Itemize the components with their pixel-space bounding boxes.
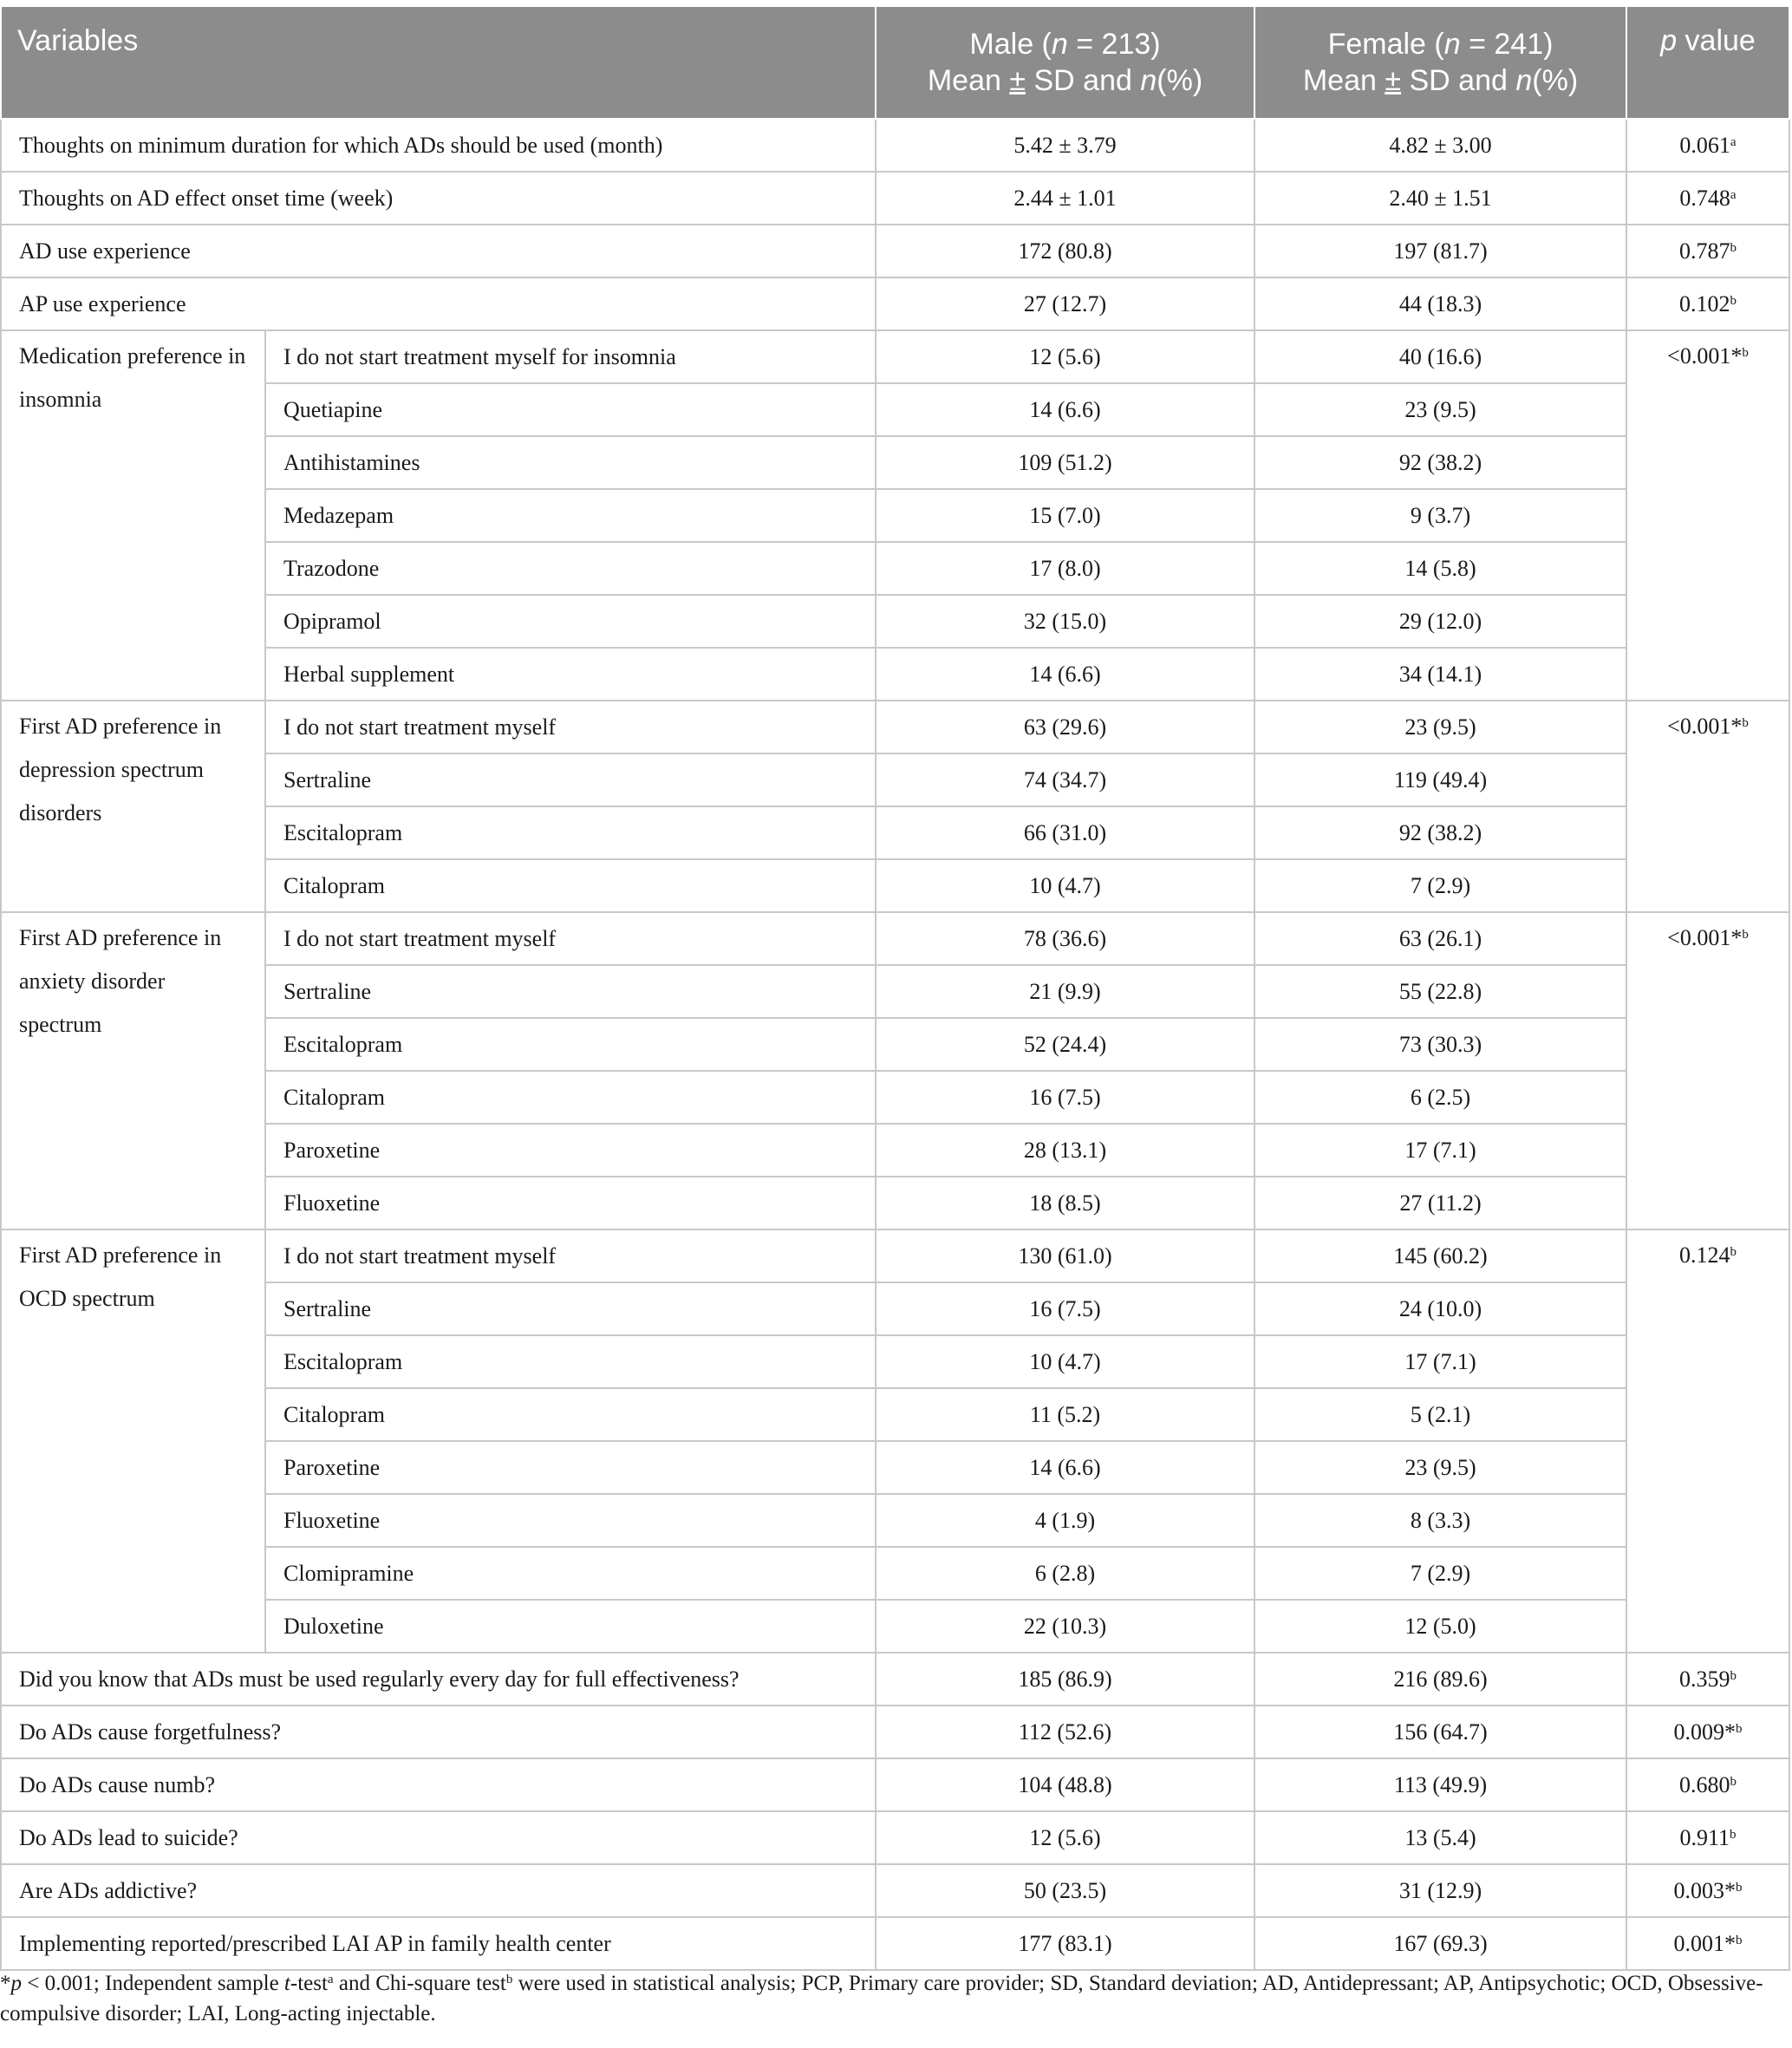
female-value: 2.40 ± 1.51 — [1254, 172, 1626, 225]
table-row — [1, 1600, 1789, 1653]
p-value-text: 0.748 — [1679, 185, 1730, 211]
item-label: Duloxetine — [265, 1600, 876, 1653]
group-label: First AD preference in OCD spectrum — [1, 1229, 265, 1653]
p-value — [1626, 1811, 1789, 1864]
table-row — [1, 648, 1789, 701]
female-value: 23 (9.5) — [1254, 383, 1626, 436]
male-value: 130 (61.0) — [876, 1229, 1254, 1282]
table-row — [1, 1811, 1789, 1864]
table-row — [1, 119, 1789, 172]
table-row — [1, 1706, 1789, 1758]
male-value: 63 (29.6) — [876, 701, 1254, 753]
male-value: 50 (23.5) — [876, 1864, 1254, 1917]
p-value-sup: b — [1730, 293, 1737, 308]
female-value: 34 (14.1) — [1254, 648, 1626, 701]
footnote-sup-a: a — [327, 1973, 334, 1986]
female-value: 7 (2.9) — [1254, 1547, 1626, 1600]
item-label: Medazepam — [265, 489, 876, 542]
item-label: Antihistamines — [265, 436, 876, 489]
male-value: 22 (10.3) — [876, 1600, 1254, 1653]
header-female-count: = 241) — [1460, 28, 1554, 61]
p-value — [1626, 1864, 1789, 1917]
table-row — [1, 1335, 1789, 1388]
p-value-text: 0.009* — [1673, 1719, 1737, 1745]
header-female-prefix: Female ( — [1327, 28, 1444, 61]
p-value-sup: b — [1730, 1774, 1737, 1789]
female-value: 17 (7.1) — [1254, 1124, 1626, 1177]
p-value-sup: b — [1742, 928, 1749, 942]
p-value — [1626, 225, 1789, 277]
table-row — [1, 436, 1789, 489]
table-row — [1, 1388, 1789, 1441]
row-label: Are ADs addictive? — [1, 1864, 876, 1917]
table-row — [1, 383, 1789, 436]
item-label: Fluoxetine — [265, 1494, 876, 1547]
table-row — [1, 1282, 1789, 1335]
item-label: Opipramol — [265, 595, 876, 648]
male-value: 14 (6.6) — [876, 1441, 1254, 1494]
table-row — [1, 172, 1789, 225]
item-label: Sertraline — [265, 1282, 876, 1335]
male-value: 6 (2.8) — [876, 1547, 1254, 1600]
footnote-part1: < 0.001; Independent sample — [22, 1972, 284, 1995]
female-value: 8 (3.3) — [1254, 1494, 1626, 1547]
female-value: 31 (12.9) — [1254, 1864, 1626, 1917]
header-p-letter: p — [1660, 24, 1678, 57]
male-value: 17 (8.0) — [876, 542, 1254, 595]
male-value: 28 (13.1) — [876, 1124, 1254, 1177]
female-value: 92 (38.2) — [1254, 806, 1626, 859]
female-value: 197 (81.7) — [1254, 225, 1626, 277]
table-footnote — [0, 1968, 1786, 2029]
header-female-line1 — [1328, 28, 1554, 61]
footnote-part3: and Chi-square test — [333, 1972, 506, 1995]
p-value-text: <0.001* — [1667, 925, 1743, 950]
item-label: Escitalopram — [265, 806, 876, 859]
male-value: 78 (36.6) — [876, 912, 1254, 965]
table-row — [1, 489, 1789, 542]
male-value: 5.42 ± 3.79 — [876, 119, 1254, 172]
table-row — [1, 1917, 1789, 1970]
item-label: Herbal supplement — [265, 648, 876, 701]
header-male-mean: Mean — [927, 64, 1010, 97]
p-value-text: 0.061 — [1679, 132, 1730, 158]
group-p-value — [1626, 330, 1789, 701]
group-label: Medication preference in insomnia — [1, 330, 265, 701]
item-label: Paroxetine — [265, 1441, 876, 1494]
female-value: 9 (3.7) — [1254, 489, 1626, 542]
p-value-text: 0.124 — [1679, 1242, 1730, 1268]
group-p-value — [1626, 912, 1789, 1229]
female-value: 119 (49.4) — [1254, 753, 1626, 806]
item-label: Sertraline — [265, 753, 876, 806]
row-label: Thoughts on minimum duration for which ADs should be used (month) — [1, 119, 876, 172]
p-value-text: <0.001* — [1667, 343, 1743, 369]
female-value: 7 (2.9) — [1254, 859, 1626, 912]
table-row — [1, 965, 1789, 1018]
item-label: Citalopram — [265, 1388, 876, 1441]
header-female-n2: n — [1515, 64, 1533, 97]
row-label: AP use experience — [1, 277, 876, 330]
female-value: 24 (10.0) — [1254, 1282, 1626, 1335]
female-value: 12 (5.0) — [1254, 1600, 1626, 1653]
female-value: 17 (7.1) — [1254, 1335, 1626, 1388]
table-row — [1, 542, 1789, 595]
item-label: Fluoxetine — [265, 1177, 876, 1229]
female-value: 167 (69.3) — [1254, 1917, 1626, 1970]
header-male-pct: (%) — [1157, 64, 1203, 97]
table-row — [1, 277, 1789, 330]
header-variables-label: Variables — [17, 24, 139, 57]
table-row — [1, 1177, 1789, 1229]
female-value: 92 (38.2) — [1254, 436, 1626, 489]
male-value: 16 (7.5) — [876, 1282, 1254, 1335]
female-value: 23 (9.5) — [1254, 701, 1626, 753]
p-value-text: 0.001* — [1673, 1930, 1737, 1956]
female-value: 113 (49.9) — [1254, 1758, 1626, 1811]
header-male-prefix: Male ( — [969, 28, 1052, 61]
female-value: 156 (64.7) — [1254, 1706, 1626, 1758]
group-label: First AD preference in depression spectrum disorders — [1, 701, 265, 912]
results-table — [0, 7, 1790, 1971]
male-value: 21 (9.9) — [876, 965, 1254, 1018]
table-row — [1, 701, 1789, 753]
row-label: Implementing reported/prescribed LAI AP in family health center — [1, 1917, 876, 1970]
female-value: 5 (2.1) — [1254, 1388, 1626, 1441]
item-label: I do not start treatment myself — [265, 1229, 876, 1282]
table-row — [1, 1864, 1789, 1917]
male-value: 12 (5.6) — [876, 330, 1254, 383]
p-value-sup: a — [1730, 187, 1737, 202]
row-label: AD use experience — [1, 225, 876, 277]
item-label: Paroxetine — [265, 1124, 876, 1177]
table-row — [1, 1547, 1789, 1600]
table-row — [1, 1018, 1789, 1071]
female-value: 27 (11.2) — [1254, 1177, 1626, 1229]
row-label: Do ADs cause forgetfulness? — [1, 1706, 876, 1758]
male-value: 16 (7.5) — [876, 1071, 1254, 1124]
p-value-sup: b — [1730, 1245, 1737, 1259]
male-value: 52 (24.4) — [876, 1018, 1254, 1071]
group-p-value — [1626, 701, 1789, 912]
footnote-part4: were used in statistical analysis; PCP, Primary care provider; SD, Standard deviation; AD, Antidepressant; AP, Antipsychotic; OCD, Obsessive-compulsive disorder; LAI, Long-acting injectable. — [0, 1972, 1763, 2025]
header-p-rest: value — [1677, 24, 1756, 57]
grouped-rows — [1, 330, 1789, 1653]
female-value: 216 (89.6) — [1254, 1653, 1626, 1706]
header-female — [1254, 7, 1626, 119]
header-variables — [1, 7, 876, 119]
group-label: First AD preference in anxiety disorder spectrum — [1, 912, 265, 1229]
p-value — [1626, 172, 1789, 225]
item-label: Citalopram — [265, 859, 876, 912]
female-value: 13 (5.4) — [1254, 1811, 1626, 1864]
male-value: 27 (12.7) — [876, 277, 1254, 330]
male-value: 109 (51.2) — [876, 436, 1254, 489]
table-body — [1, 119, 1789, 330]
p-value-sup: b — [1730, 1827, 1737, 1842]
table-row — [1, 1653, 1789, 1706]
table-row — [1, 806, 1789, 859]
female-value: 145 (60.2) — [1254, 1229, 1626, 1282]
p-value-text: 0.680 — [1679, 1771, 1730, 1797]
table-row — [1, 1071, 1789, 1124]
male-value: 11 (5.2) — [876, 1388, 1254, 1441]
male-value: 185 (86.9) — [876, 1653, 1254, 1706]
female-value: 23 (9.5) — [1254, 1441, 1626, 1494]
item-label: I do not start treatment myself for insomnia — [265, 330, 876, 383]
male-value: 14 (6.6) — [876, 648, 1254, 701]
table-row — [1, 1229, 1789, 1282]
p-value-sup: b — [1736, 1880, 1743, 1895]
row-label: Thoughts on AD effect onset time (week) — [1, 172, 876, 225]
p-value-text: 0.003* — [1673, 1877, 1737, 1903]
header-male-count: = 213) — [1067, 28, 1161, 61]
footnote-star: * — [0, 1972, 11, 1995]
female-value: 6 (2.5) — [1254, 1071, 1626, 1124]
table-row — [1, 753, 1789, 806]
male-value: 66 (31.0) — [876, 806, 1254, 859]
female-value: 63 (26.1) — [1254, 912, 1626, 965]
p-value-sup: b — [1742, 716, 1749, 730]
header-female-mean: Mean — [1302, 64, 1385, 97]
header-female-line2 — [1303, 64, 1578, 97]
footnote-t: t — [283, 1972, 290, 1995]
header-p-value — [1626, 7, 1789, 119]
male-value: 14 (6.6) — [876, 383, 1254, 436]
female-value: 55 (22.8) — [1254, 965, 1626, 1018]
p-value-text: 0.359 — [1679, 1666, 1730, 1692]
item-label: Escitalopram — [265, 1335, 876, 1388]
male-value: 15 (7.0) — [876, 489, 1254, 542]
male-value: 74 (34.7) — [876, 753, 1254, 806]
female-value: 4.82 ± 3.00 — [1254, 119, 1626, 172]
female-value: 29 (12.0) — [1254, 595, 1626, 648]
male-value: 2.44 ± 1.01 — [876, 172, 1254, 225]
row-label: Did you know that ADs must be used regularly every day for full effectiveness? — [1, 1653, 876, 1706]
male-value: 104 (48.8) — [876, 1758, 1254, 1811]
footnote-part2: -test — [290, 1972, 328, 1995]
header-female-n: n — [1443, 28, 1461, 61]
trailing-rows — [1, 1653, 1789, 1970]
female-value: 40 (16.6) — [1254, 330, 1626, 383]
row-label: Do ADs lead to suicide? — [1, 1811, 876, 1864]
male-value: 4 (1.9) — [876, 1494, 1254, 1547]
table-row — [1, 1124, 1789, 1177]
male-value: 10 (4.7) — [876, 1335, 1254, 1388]
p-value — [1626, 277, 1789, 330]
male-value: 32 (15.0) — [876, 595, 1254, 648]
male-value: 12 (5.6) — [876, 1811, 1254, 1864]
table-row — [1, 225, 1789, 277]
p-value-sup: b — [1736, 1721, 1743, 1736]
male-value: 172 (80.8) — [876, 225, 1254, 277]
p-value-text: 0.787 — [1679, 238, 1730, 264]
male-value: 177 (83.1) — [876, 1917, 1254, 1970]
item-label: Trazodone — [265, 542, 876, 595]
p-value-text: 0.911 — [1679, 1824, 1730, 1850]
p-value — [1626, 1706, 1789, 1758]
item-label: Escitalopram — [265, 1018, 876, 1071]
footnote-sup-b: b — [505, 1973, 513, 1986]
male-value: 112 (52.6) — [876, 1706, 1254, 1758]
table-row — [1, 595, 1789, 648]
item-label: Sertraline — [265, 965, 876, 1018]
group-p-value — [1626, 1229, 1789, 1653]
p-value-text: 0.102 — [1679, 290, 1730, 316]
p-value-sup: b — [1736, 1933, 1743, 1947]
item-label: Clomipramine — [265, 1547, 876, 1600]
header-male-n: n — [1051, 28, 1068, 61]
p-value — [1626, 1758, 1789, 1811]
female-value: 14 (5.8) — [1254, 542, 1626, 595]
p-value-text: <0.001* — [1667, 714, 1743, 739]
p-value — [1626, 1653, 1789, 1706]
table-header — [1, 7, 1789, 119]
p-value-sup: a — [1730, 134, 1737, 149]
header-female-pct: (%) — [1532, 64, 1579, 97]
header-male-n2: n — [1140, 64, 1157, 97]
header-male-sd: SD and — [1026, 64, 1141, 97]
header-male-pm: ± — [1009, 64, 1026, 97]
item-label: Citalopram — [265, 1071, 876, 1124]
p-value — [1626, 1917, 1789, 1970]
table-row — [1, 1494, 1789, 1547]
p-value-sup: b — [1742, 346, 1749, 360]
male-value: 10 (4.7) — [876, 859, 1254, 912]
female-value: 73 (30.3) — [1254, 1018, 1626, 1071]
p-value-sup: b — [1730, 1668, 1737, 1683]
female-value: 44 (18.3) — [1254, 277, 1626, 330]
table-row — [1, 1758, 1789, 1811]
item-label: I do not start treatment myself — [265, 701, 876, 753]
item-label: I do not start treatment myself — [265, 912, 876, 965]
male-value: 18 (8.5) — [876, 1177, 1254, 1229]
header-male-line2 — [928, 64, 1202, 97]
header-male — [876, 7, 1254, 119]
header-male-line1 — [969, 28, 1160, 61]
p-value-sup: b — [1730, 240, 1737, 255]
footnote-p: p — [10, 1972, 22, 1995]
header-female-sd: SD and — [1401, 64, 1516, 97]
table-row — [1, 330, 1789, 383]
table-row — [1, 912, 1789, 965]
row-label: Do ADs cause numb? — [1, 1758, 876, 1811]
table-row — [1, 1441, 1789, 1494]
item-label: Quetiapine — [265, 383, 876, 436]
table-row — [1, 859, 1789, 912]
header-female-pm: ± — [1385, 64, 1402, 97]
p-value — [1626, 119, 1789, 172]
